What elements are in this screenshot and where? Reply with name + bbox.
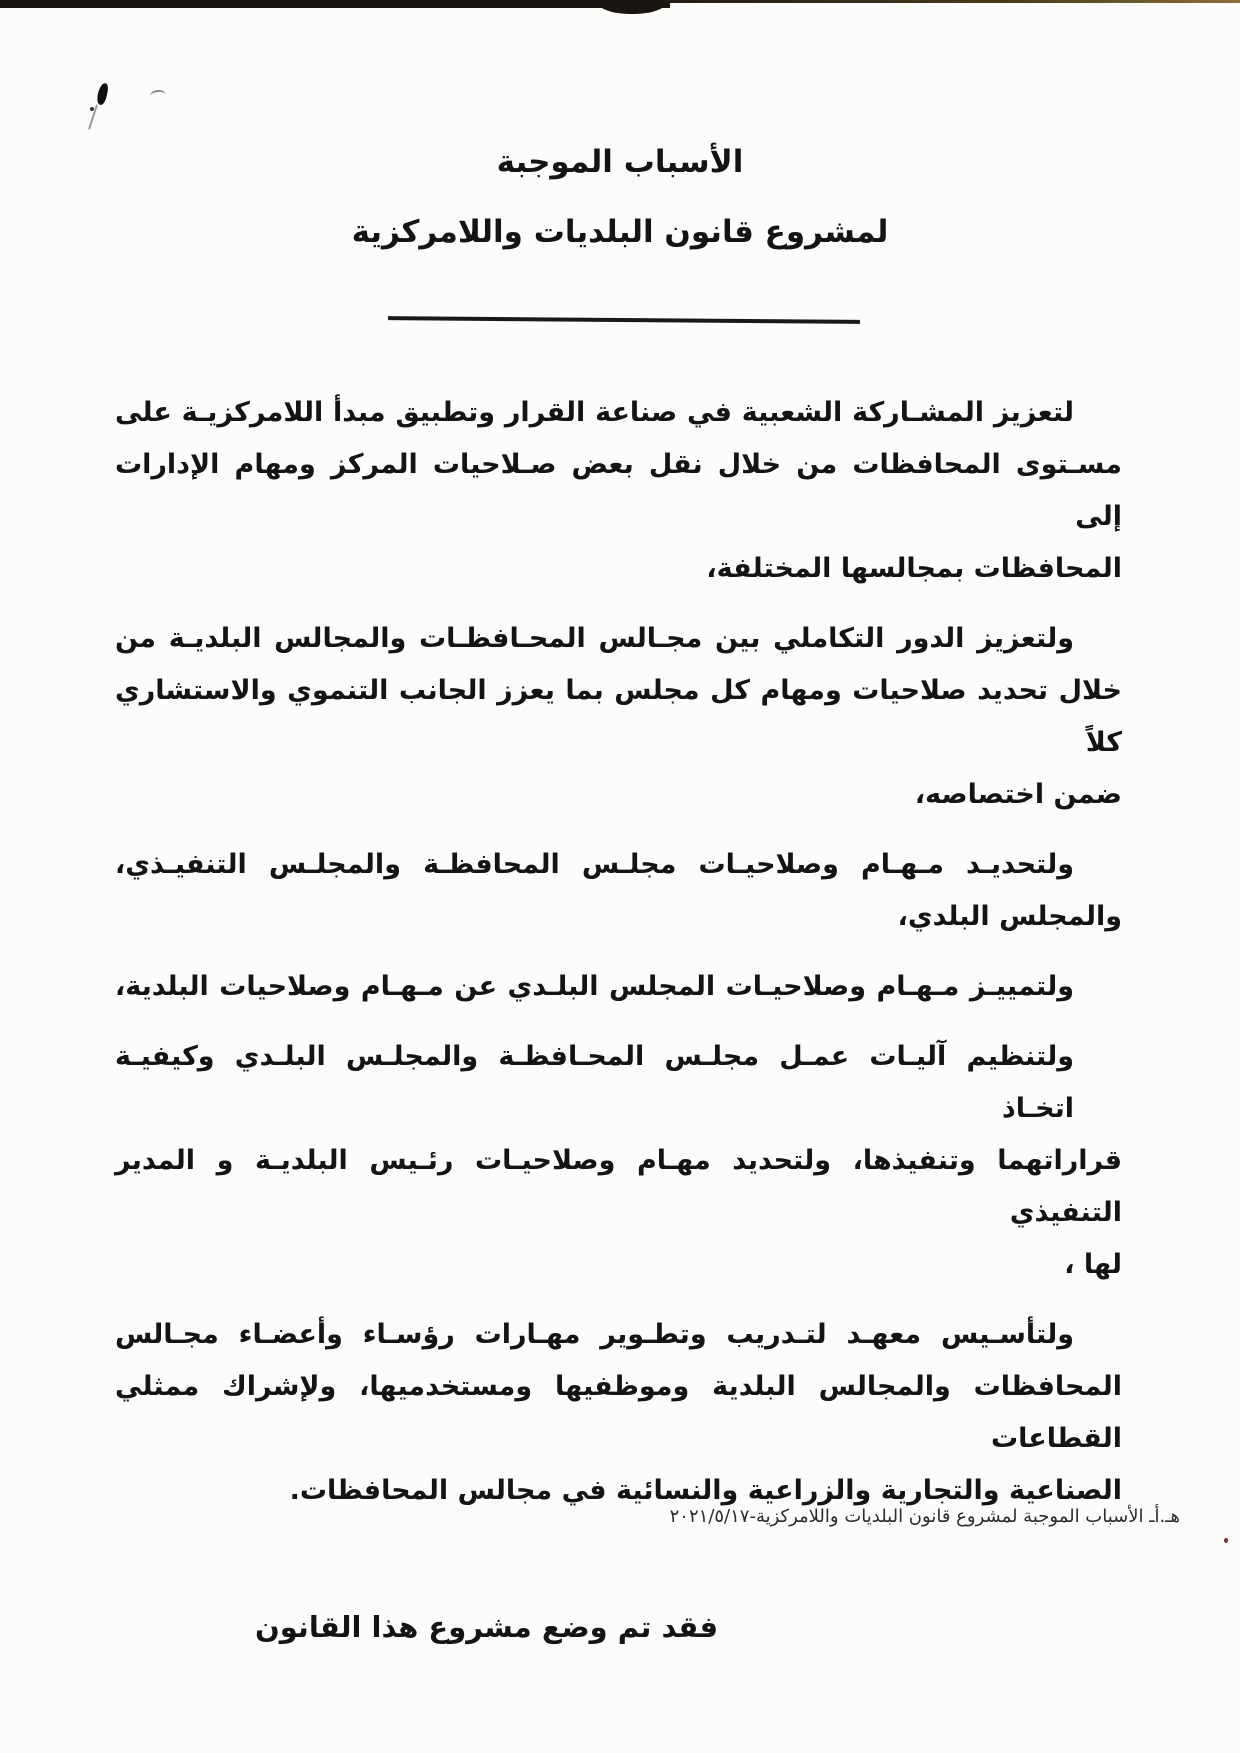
paragraph — [115, 387, 1122, 595]
pen-mark — [96, 82, 109, 105]
document-subtitle: لمشروع قانون البلديات واللامركزية — [351, 214, 889, 250]
pen-mark — [149, 89, 166, 102]
paragraph-line: مسـتوى المحافظات من خلال نقل بعض صـلاحيات المركز ومهام الإدارات إلى — [115, 449, 1122, 532]
closing-statement: فقد تم وضع مشروع هذا القانون — [255, 1610, 719, 1644]
paragraph-line: الصناعية والتجارية والزراعية والنسائية في مجالس المحافظات. — [289, 1475, 1122, 1506]
paragraph — [115, 1031, 1122, 1291]
paragraph-line: قراراتهما وتنفيذها، ولتحديد مهـام وصلاحيـات رئـيس البلديـة و المدير التنفيذي — [115, 1145, 1122, 1228]
paragraph-line: ضمن اختصاصه، — [914, 779, 1122, 810]
paragraph — [115, 1309, 1122, 1517]
paragraph-line: المحافظات والمجالس البلدية وموظفيها ومستخدميها، ولإشراك ممثلي القطاعات — [115, 1371, 1122, 1454]
paragraph-line: خلال تحديد صلاحيات ومهام كل مجلس بما يعزز الجانب التنموي والاستشاري كلاً — [115, 675, 1122, 758]
scan-edge-artifact — [0, 0, 670, 8]
paragraph — [115, 961, 1122, 1013]
paragraph-line: ولتمييـز مـهـام وصلاحيـات المجلس البلـدي عن مـهـام وصلاحيات البلدية، — [115, 971, 1074, 1002]
paragraph-line: ولتنظيم آليـات عمـل مجلـس المحـافظـة والمجلـس البلـدي وكيفيـة اتخـاذ — [115, 1041, 1074, 1124]
paragraph-line: والمجلس البلدي، — [897, 901, 1122, 932]
paragraph — [115, 839, 1122, 943]
document-body — [115, 387, 1122, 1517]
paragraph-line: ولتعزيز الدور التكاملي بين مجـالس المحـافظـات والمجالس البلديـة من — [115, 623, 1074, 654]
scan-edge-artifact — [665, 0, 1240, 3]
title-divider — [388, 316, 860, 324]
scan-speck — [1224, 1538, 1228, 1543]
pen-mark — [90, 107, 94, 111]
paragraph-line: ولتأسـيس معهـد لتـدريب وتطـوير مهـارات رؤسـاء وأعضـاء مجـالس — [115, 1319, 1074, 1350]
paragraph — [115, 613, 1122, 821]
paragraph-line: ولتحديـد مـهـام وصلاحيـات مجلـس المحافظـة والمجلـس التنفيـذي، — [115, 849, 1074, 880]
scan-edge-artifact — [596, 0, 668, 14]
document-title: الأسباب الموجبة — [496, 144, 744, 180]
paragraph-line: لها ، — [1064, 1249, 1122, 1280]
paragraph-line: المحافظات بمجالسها المختلفة، — [706, 553, 1122, 584]
paragraph-line: لتعزيز المشـاركة الشعبية في صناعة القرار وتطبيق مبدأ اللامركزيـة على — [115, 397, 1074, 428]
footer-reference: هـ.أـ الأسباب الموجبة لمشروع قانون البلديات واللامركزية-٢٠٢١/٥/١٧ — [669, 1506, 1180, 1527]
